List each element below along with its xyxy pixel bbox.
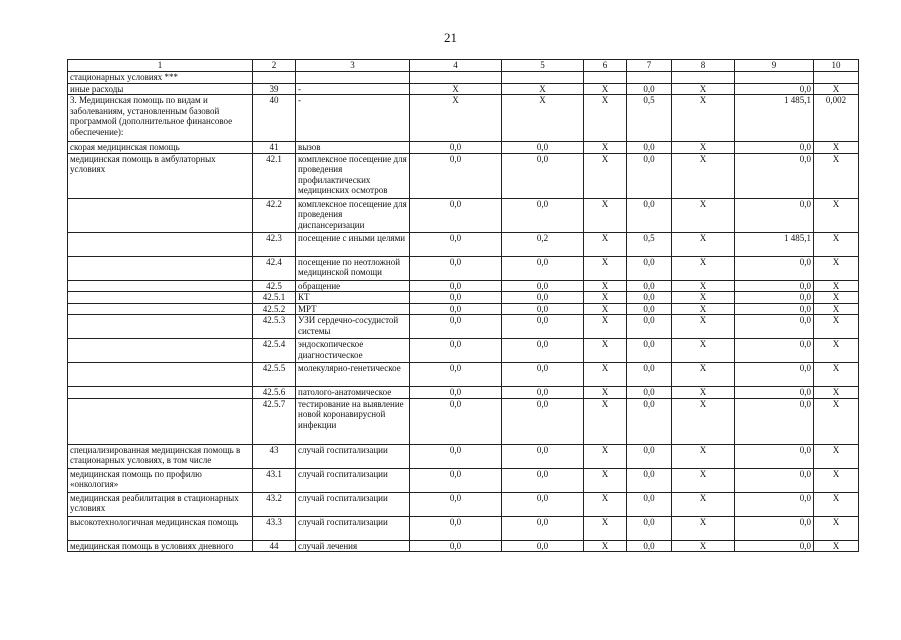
table-row <box>68 142 859 154</box>
table-cell-col10: X <box>814 315 859 339</box>
table-row <box>68 303 859 315</box>
table-cell-col6: X <box>584 95 627 142</box>
column-header: 9 <box>735 60 814 72</box>
table-cell-col3: тестирование на выявление новой коронавирусной инфекции <box>296 398 410 444</box>
table-cell-col6: X <box>584 540 627 552</box>
table-cell-col8: X <box>672 398 735 444</box>
table-cell-col4: 0,0 <box>410 198 502 232</box>
table-cell-col6: X <box>584 398 627 444</box>
column-header: 8 <box>672 60 735 72</box>
table-cell-col1 <box>68 303 253 315</box>
table-cell-col5: 0,0 <box>502 256 584 280</box>
table-cell-col7: 0,0 <box>627 280 672 292</box>
table-cell-col9: 0,0 <box>735 198 814 232</box>
table-cell-col1 <box>68 198 253 232</box>
table-cell-col7 <box>627 72 672 84</box>
table-cell-col1 <box>68 280 253 292</box>
table-cell-col9: 0,0 <box>735 142 814 154</box>
table-cell-col10: X <box>814 468 859 492</box>
table-cell-col9: 0,0 <box>735 468 814 492</box>
table-cell-col4: 0,0 <box>410 280 502 292</box>
table-cell-col2: 40 <box>253 95 296 142</box>
table-cell-col6: X <box>584 198 627 232</box>
table-cell-col5: 0,0 <box>502 444 584 468</box>
column-header: 7 <box>627 60 672 72</box>
table-cell-col10: X <box>814 492 859 516</box>
table-cell-col3: эндоскопическое диагностическое <box>296 339 410 363</box>
table-cell-col10: X <box>814 363 859 387</box>
column-header: 10 <box>814 60 859 72</box>
table-cell-col1: иные расходы <box>68 83 253 95</box>
table-cell-col6: X <box>584 339 627 363</box>
table-cell-col5: X <box>502 83 584 95</box>
table-cell-col2: 43.1 <box>253 468 296 492</box>
table-cell-col7: 0,0 <box>627 387 672 399</box>
table-cell-col2: 42.5.3 <box>253 315 296 339</box>
table-row <box>68 95 859 142</box>
table-cell-col9: 1 485,1 <box>735 95 814 142</box>
table-cell-col7: 0,0 <box>627 339 672 363</box>
table-cell-col3: случай госпитализации <box>296 468 410 492</box>
table-cell-col2: 42.5.4 <box>253 339 296 363</box>
table-cell-col6: X <box>584 444 627 468</box>
table-row <box>68 315 859 339</box>
table-cell-col10: X <box>814 256 859 280</box>
table-cell-col6: X <box>584 387 627 399</box>
table-cell-col2: 42.5.7 <box>253 398 296 444</box>
table-row <box>68 540 859 552</box>
table-cell-col2: 42.3 <box>253 232 296 256</box>
table-cell-col10: X <box>814 387 859 399</box>
table-cell-col1: медицинская помощь в условиях дневного <box>68 540 253 552</box>
table-cell-col6: X <box>584 315 627 339</box>
table-cell-col9: 0,0 <box>735 387 814 399</box>
table-cell-col2: 43.3 <box>253 516 296 540</box>
table-cell-col2: 42.5.5 <box>253 363 296 387</box>
table-cell-col5: 0,0 <box>502 292 584 304</box>
table-cell-col7: 0,0 <box>627 492 672 516</box>
table-row <box>68 444 859 468</box>
table-cell-col2: 42.2 <box>253 198 296 232</box>
table-cell-col2: 42.5.2 <box>253 303 296 315</box>
table-cell-col8: X <box>672 198 735 232</box>
table-cell-col3: молекулярно-генетическое <box>296 363 410 387</box>
table-cell-col10: X <box>814 292 859 304</box>
table-cell-col4: 0,0 <box>410 315 502 339</box>
table-cell-col7: 0,5 <box>627 95 672 142</box>
table-cell-col10: X <box>814 232 859 256</box>
table-cell-col9: 0,0 <box>735 492 814 516</box>
table-cell-col3: комплексное посещение для проведения профилактических медицинских осмотров <box>296 153 410 198</box>
table-cell-col7: 0,0 <box>627 315 672 339</box>
table-cell-col6: X <box>584 516 627 540</box>
table-cell-col6: X <box>584 492 627 516</box>
table-row <box>68 339 859 363</box>
table-row <box>68 198 859 232</box>
table-cell-col8: X <box>672 492 735 516</box>
table-cell-col8: X <box>672 363 735 387</box>
table-row <box>68 516 859 540</box>
column-header: 3 <box>296 60 410 72</box>
table-cell-col4: 0,0 <box>410 153 502 198</box>
table-cell-col8: X <box>672 387 735 399</box>
table-cell-col9: 0,0 <box>735 339 814 363</box>
table-cell-col7: 0,0 <box>627 83 672 95</box>
table-cell-col1: специализированная медицинская помощь в стационарных условиях, в том числе <box>68 444 253 468</box>
table-cell-col2: 42.5 <box>253 280 296 292</box>
table-cell-col10: X <box>814 280 859 292</box>
table-cell-col9: 0,0 <box>735 256 814 280</box>
table-cell-col5: 0,0 <box>502 398 584 444</box>
table-cell-col4: 0,0 <box>410 398 502 444</box>
table-cell-col7: 0,0 <box>627 363 672 387</box>
table-cell-col6: X <box>584 363 627 387</box>
table-cell-col5: 0,0 <box>502 339 584 363</box>
table-cell-col5: 0,0 <box>502 492 584 516</box>
table-body <box>68 60 859 552</box>
table-cell-col7: 0,0 <box>627 303 672 315</box>
table-cell-col4: 0,0 <box>410 516 502 540</box>
table-cell-col6 <box>584 72 627 84</box>
table-row <box>68 72 859 84</box>
table-cell-col3: - <box>296 95 410 142</box>
table-cell-col10: 0,002 <box>814 95 859 142</box>
table-cell-col4: 0,0 <box>410 142 502 154</box>
table-cell-col5: 0,0 <box>502 280 584 292</box>
table-cell-col5: 0,0 <box>502 387 584 399</box>
table-cell-col10: X <box>814 444 859 468</box>
table-row <box>68 492 859 516</box>
table-cell-col7: 0,0 <box>627 198 672 232</box>
table-cell-col9: 0,0 <box>735 303 814 315</box>
table-cell-col9: 0,0 <box>735 83 814 95</box>
table-cell-col5: 0,0 <box>502 303 584 315</box>
table-cell-col2: 43 <box>253 444 296 468</box>
table-cell-col10: X <box>814 339 859 363</box>
table-cell-col1 <box>68 387 253 399</box>
table-cell-col9: 0,0 <box>735 153 814 198</box>
table-cell-col1: медицинская помощь по профилю «онкология» <box>68 468 253 492</box>
table-cell-col4: 0,0 <box>410 363 502 387</box>
table-cell-col1: медицинская реабилитация в стационарных условиях <box>68 492 253 516</box>
column-header: 5 <box>502 60 584 72</box>
table-cell-col8: X <box>672 232 735 256</box>
table-cell-col7: 0,5 <box>627 232 672 256</box>
table-row <box>68 232 859 256</box>
table-cell-col3: комплексное посещение для проведения диспансеризации <box>296 198 410 232</box>
table-row <box>68 83 859 95</box>
table-cell-col4: 0,0 <box>410 303 502 315</box>
table-cell-col9: 1 485,1 <box>735 232 814 256</box>
table-cell-col4 <box>410 72 502 84</box>
table-cell-col5: 0,0 <box>502 468 584 492</box>
table-cell-col1 <box>68 339 253 363</box>
table-cell-col1 <box>68 292 253 304</box>
table-cell-col2: 41 <box>253 142 296 154</box>
table-cell-col8: X <box>672 468 735 492</box>
table-cell-col1 <box>68 398 253 444</box>
table-cell-col8: X <box>672 95 735 142</box>
table-cell-col4: 0,0 <box>410 444 502 468</box>
table-cell-col8: X <box>672 83 735 95</box>
table-cell-col9: 0,0 <box>735 292 814 304</box>
table-cell-col3: КТ <box>296 292 410 304</box>
table-cell-col3: случай госпитализации <box>296 516 410 540</box>
table-row <box>68 363 859 387</box>
table-cell-col4: 0,0 <box>410 468 502 492</box>
table-cell-col10: X <box>814 142 859 154</box>
table-cell-col5: 0,0 <box>502 540 584 552</box>
table-cell-col8: X <box>672 256 735 280</box>
table-cell-col8: X <box>672 280 735 292</box>
table-cell-col7: 0,0 <box>627 516 672 540</box>
page-number: 21 <box>444 30 457 45</box>
table-cell-col3: случай лечения <box>296 540 410 552</box>
table-cell-col8: X <box>672 315 735 339</box>
table-cell-col3 <box>296 72 410 84</box>
table-cell-col6: X <box>584 256 627 280</box>
table-cell-col1: скорая медицинская помощь <box>68 142 253 154</box>
column-header: 4 <box>410 60 502 72</box>
table-row <box>68 280 859 292</box>
table-cell-col7: 0,0 <box>627 256 672 280</box>
table-cell-col5: 0,0 <box>502 142 584 154</box>
table-row <box>68 292 859 304</box>
table-cell-col5: 0,2 <box>502 232 584 256</box>
table-cell-col4: 0,0 <box>410 232 502 256</box>
table-cell-col8 <box>672 72 735 84</box>
table-cell-col8: X <box>672 292 735 304</box>
table-cell-col10: X <box>814 303 859 315</box>
table-cell-col3: вызов <box>296 142 410 154</box>
table-cell-col7: 0,0 <box>627 468 672 492</box>
table-cell-col2: 43.2 <box>253 492 296 516</box>
table-row <box>68 387 859 399</box>
table-cell-col6: X <box>584 142 627 154</box>
table-cell-col9: 0,0 <box>735 280 814 292</box>
table-cell-col4: X <box>410 95 502 142</box>
table-cell-col9: 0,0 <box>735 540 814 552</box>
table-row <box>68 256 859 280</box>
column-header: 1 <box>68 60 253 72</box>
table-cell-col7: 0,0 <box>627 292 672 304</box>
table-cell-col2: 39 <box>253 83 296 95</box>
table-cell-col2: 42.1 <box>253 153 296 198</box>
table-cell-col8: X <box>672 303 735 315</box>
table-cell-col10: X <box>814 398 859 444</box>
table-cell-col3: - <box>296 83 410 95</box>
table-cell-col8: X <box>672 540 735 552</box>
column-header: 2 <box>253 60 296 72</box>
data-table <box>67 59 859 552</box>
table-cell-col2: 42.5.6 <box>253 387 296 399</box>
table-header-row <box>68 60 859 72</box>
table-cell-col7: 0,0 <box>627 398 672 444</box>
table-cell-col6: X <box>584 280 627 292</box>
table-cell-col1 <box>68 363 253 387</box>
table-cell-col3: случай госпитализации <box>296 492 410 516</box>
table-cell-col10: X <box>814 153 859 198</box>
table-cell-col6: X <box>584 292 627 304</box>
table-cell-col5: 0,0 <box>502 315 584 339</box>
table-cell-col3: обращение <box>296 280 410 292</box>
table-cell-col3: УЗИ сердечно-сосудистой системы <box>296 315 410 339</box>
table-cell-col4: 0,0 <box>410 492 502 516</box>
column-header: 6 <box>584 60 627 72</box>
table-cell-col4: 0,0 <box>410 292 502 304</box>
table-cell-col6: X <box>584 232 627 256</box>
table-cell-col6: X <box>584 468 627 492</box>
table-cell-col3: МРТ <box>296 303 410 315</box>
table-cell-col5 <box>502 72 584 84</box>
table-cell-col5: 0,0 <box>502 153 584 198</box>
table-cell-col5: X <box>502 95 584 142</box>
table-cell-col5: 0,0 <box>502 516 584 540</box>
table-cell-col10: X <box>814 516 859 540</box>
table-cell-col6: X <box>584 303 627 315</box>
table-cell-col4: 0,0 <box>410 339 502 363</box>
table-cell-col4: 0,0 <box>410 540 502 552</box>
table-row <box>68 398 859 444</box>
table-cell-col1 <box>68 315 253 339</box>
table-row <box>68 153 859 198</box>
table-cell-col6: X <box>584 83 627 95</box>
table-cell-col1: медицинская помощь в амбулаторных условиях <box>68 153 253 198</box>
table-cell-col9: 0,0 <box>735 363 814 387</box>
table-cell-col9: 0,0 <box>735 516 814 540</box>
table-cell-col8: X <box>672 142 735 154</box>
table-cell-col4: X <box>410 83 502 95</box>
table-cell-col6: X <box>584 153 627 198</box>
table-cell-col8: X <box>672 444 735 468</box>
table-cell-col4: 0,0 <box>410 387 502 399</box>
table-cell-col3: патолого-анатомическое <box>296 387 410 399</box>
table-cell-col2: 44 <box>253 540 296 552</box>
table-cell-col10: X <box>814 198 859 232</box>
table-cell-col7: 0,0 <box>627 444 672 468</box>
table-cell-col8: X <box>672 516 735 540</box>
table-cell-col1: 3. Медицинская помощь по видам и заболеваниям, установленным базовой программой (дополнительное финансовое обеспечение): <box>68 95 253 142</box>
table-cell-col2 <box>253 72 296 84</box>
table-cell-col10: X <box>814 83 859 95</box>
table-cell-col3: посещение по неотложной медицинской помощи <box>296 256 410 280</box>
table-cell-col10: X <box>814 540 859 552</box>
table-cell-col1 <box>68 232 253 256</box>
table-cell-col5: 0,0 <box>502 363 584 387</box>
table-cell-col9: 0,0 <box>735 444 814 468</box>
table-cell-col1: стационарных условиях *** <box>68 72 253 84</box>
table-cell-col9: 0,0 <box>735 398 814 444</box>
table-cell-col7: 0,0 <box>627 142 672 154</box>
table-cell-col3: посещение с иными целями <box>296 232 410 256</box>
table-cell-col9 <box>735 72 814 84</box>
table-cell-col7: 0,0 <box>627 153 672 198</box>
table-cell-col9: 0,0 <box>735 315 814 339</box>
table-cell-col2: 42.5.1 <box>253 292 296 304</box>
table-cell-col4: 0,0 <box>410 256 502 280</box>
table-cell-col8: X <box>672 153 735 198</box>
table-cell-col7: 0,0 <box>627 540 672 552</box>
table-cell-col3: случай госпитализации <box>296 444 410 468</box>
table-cell-col2: 42.4 <box>253 256 296 280</box>
table-row <box>68 468 859 492</box>
table-cell-col1 <box>68 256 253 280</box>
table-cell-col8: X <box>672 339 735 363</box>
table-cell-col5: 0,0 <box>502 198 584 232</box>
table-cell-col1: высокотехнологичная медицинская помощь <box>68 516 253 540</box>
table-cell-col10 <box>814 72 859 84</box>
